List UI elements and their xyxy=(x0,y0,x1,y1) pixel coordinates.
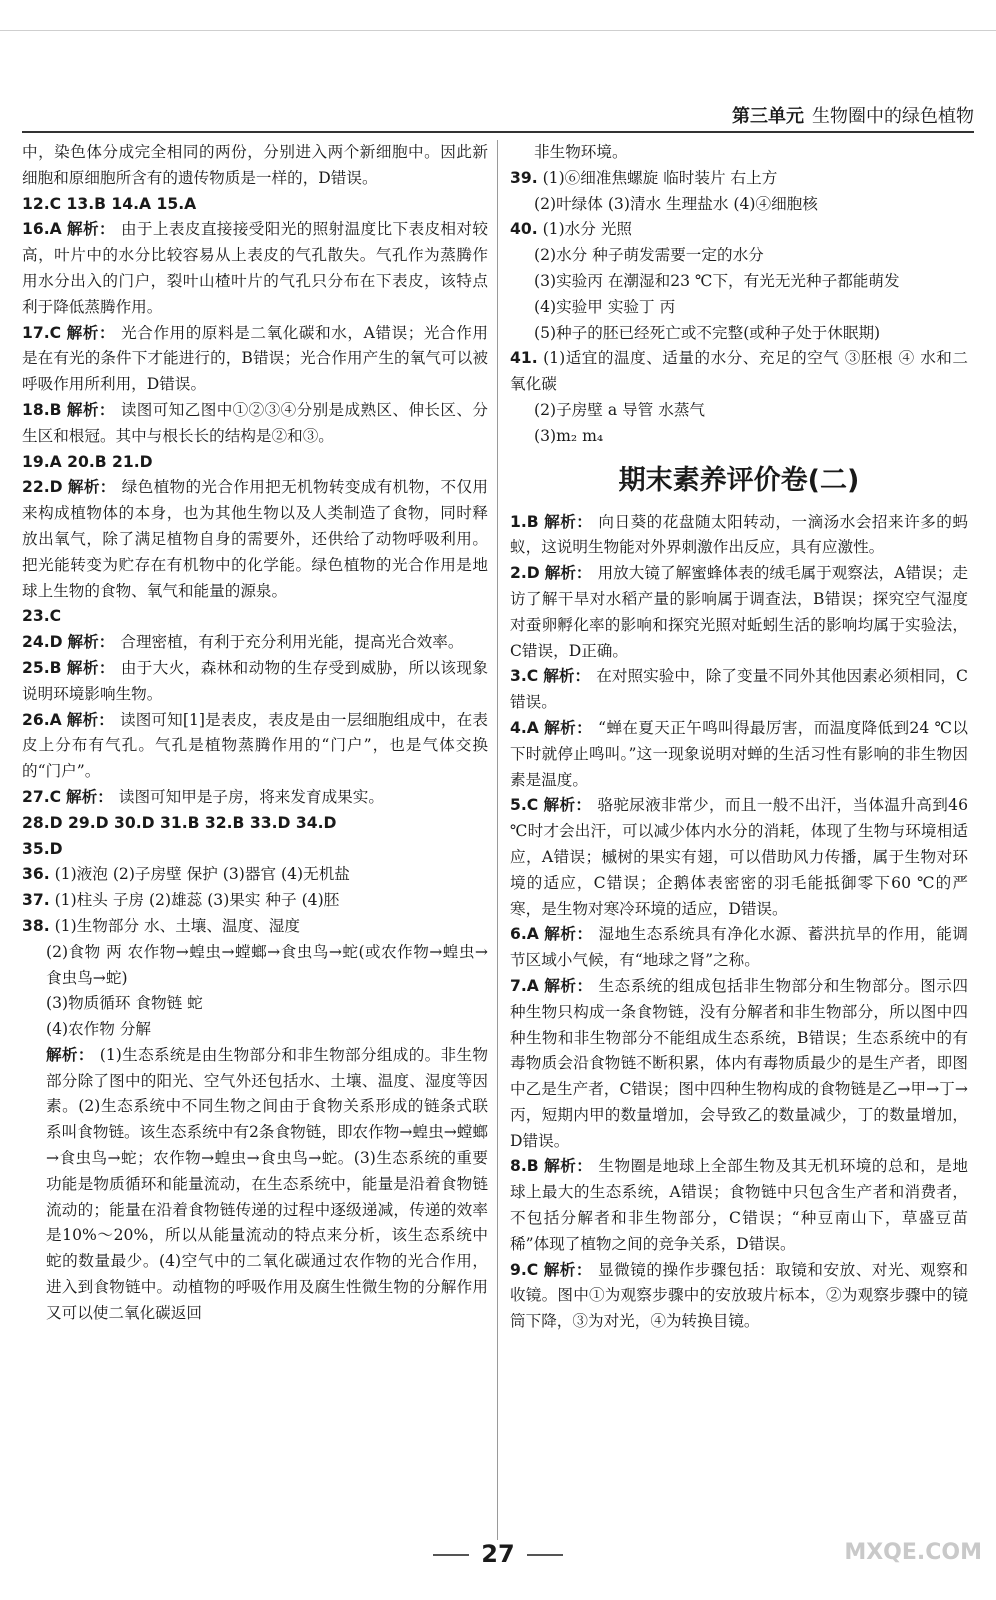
analysis-label: 解析： xyxy=(544,564,592,583)
answer-item xyxy=(510,398,968,424)
analysis-label: 解析： xyxy=(67,478,116,497)
question-number: 41. xyxy=(510,349,538,368)
answer-item xyxy=(510,321,968,347)
answer-item xyxy=(22,140,488,192)
watermark-text: MXQE.COM xyxy=(844,1540,982,1565)
analysis-label: 解析： xyxy=(544,718,593,737)
answer-item xyxy=(22,1017,488,1043)
answer-text: (5)种子的胚已经死亡或不完整(或种子处于休眠期) xyxy=(534,323,881,342)
question-number: 39. xyxy=(510,168,538,187)
question-number: 4.A xyxy=(510,718,539,737)
answer-item xyxy=(22,837,488,863)
top-rule xyxy=(0,30,996,31)
question-number: 26.A xyxy=(22,710,62,729)
question-number: 7.A xyxy=(510,976,539,995)
answer-text: (3)m₂ m₄ xyxy=(534,426,604,445)
answer-text: 湿地生态系统具有净化水源、蓄洪抗旱的作用，能调节区域小气候，有“地球之肾”之称。 xyxy=(510,925,968,970)
answer-item xyxy=(22,862,488,888)
answer-text: “蝉在夏天正午鸣叫得最厉害，而温度降低到24 ℃以下时就停止鸣叫。”这一现象说明对蝉的生活习性有影响的非生物因素是温度。 xyxy=(510,718,968,789)
answer-text: 读图可知[1]是表皮，表皮是由一层细胞组成中，在表皮上分布有气孔。气孔是植物蒸腾作用的“门户”，也是气体交换的“门户”。 xyxy=(22,710,488,781)
unit-title: 生物圈中的绿色植物 xyxy=(812,106,974,127)
answer-text: 中，染色体分成完全相同的两份，分别进入两个新细胞中。因此新细胞和原细胞所含有的遗传物质是一样的，D错误。 xyxy=(22,143,488,187)
footer-dash-right xyxy=(527,1554,563,1556)
answer-item xyxy=(22,888,488,914)
analysis-label: 解析： xyxy=(543,1260,593,1279)
analysis-label: 解析： xyxy=(544,976,593,995)
analysis-label: 解析： xyxy=(66,400,115,419)
answer-item xyxy=(510,192,968,218)
answer-text: (2)叶绿体 (3)清水 生理盐水 (4)④细胞核 xyxy=(534,194,818,213)
answer-item xyxy=(22,604,488,630)
question-number: 17.C xyxy=(22,323,62,342)
answer-text: 在对照实验中，除了变量不同外其他因素必须相同，C错误。 xyxy=(510,667,968,712)
answer-text: 读图可知甲是子房，将来发育成果实。 xyxy=(118,787,384,806)
answer-text: (1)⑥细准焦螺旋 临时装片 右上方 xyxy=(542,168,778,187)
answer-text: (4)实验甲 实验丁 丙 xyxy=(534,297,676,316)
answer-item xyxy=(510,1258,968,1335)
answer-item xyxy=(22,708,488,785)
question-number: 9.C xyxy=(510,1260,539,1279)
answer-text: 光合作用的原料是二氧化碳和水，A错误；光合作用是在有光的条件下才能进行的，B错误；光合作用产生的氧气可以被呼吸作用所利用，D错误。 xyxy=(22,323,488,394)
answer-text: 用放大镜了解蜜蜂体表的绒毛属于观察法，A错误；走访了解干旱对水稻产量的影响属于调查法，B错误；探究空气湿度对蚕卵孵化率的影响和探究光照对蚯蚓生活的影响均属于实验法，C错误，D正确。 xyxy=(510,564,968,660)
answer-item xyxy=(22,940,488,992)
answer-text: 非生物环境。 xyxy=(534,143,628,161)
question-number: 16.A xyxy=(22,220,62,239)
answer-text: (3)实验丙 在潮湿和23 ℃下，有光无光种子都能萌发 xyxy=(534,271,900,290)
question-number: 28.D 29.D 30.D 31.B 32.B 33.D 34.D xyxy=(22,813,337,832)
analysis-label: 解析： xyxy=(67,220,115,239)
answer-item xyxy=(22,991,488,1017)
answer-item xyxy=(22,450,488,476)
question-number: 2.D xyxy=(510,564,540,583)
answer-text: (2)子房壁 a 导管 水蒸气 xyxy=(534,400,706,419)
question-number: 19.A 20.B 21.D xyxy=(22,452,153,471)
answer-item xyxy=(510,922,968,974)
answer-text: 由于大火，森林和动物的生存受到威胁，所以该现象说明环境影响生物。 xyxy=(22,658,488,703)
answer-text: 合理密植，有利于充分利用光能，提高光合效率。 xyxy=(120,633,464,652)
answer-item xyxy=(510,295,968,321)
answer-text: (2)水分 种子萌发需要一定的水分 xyxy=(534,246,764,265)
analysis-label: 解析： xyxy=(66,787,113,806)
question-number: 24.D xyxy=(22,633,63,652)
question-number: 25.B xyxy=(22,658,62,677)
answer-text: 生物圈是地球上全部生物及其无机环境的总和，是地球上最大的生态系统，A错误；食物链中只包含生产者和消费者，不包括分解者和非生物部分，C错误；“种豆南山下，草盛豆苗稀”体现了植物之间的竞争关系，D错误。 xyxy=(510,1157,968,1253)
answer-text: (1)生物部分 水、土壤、温度、湿度 xyxy=(54,916,300,935)
running-header xyxy=(732,102,974,128)
answer-item xyxy=(510,716,968,793)
analysis-label: 解析： xyxy=(46,1045,94,1064)
answer-item xyxy=(22,914,488,940)
question-number: 37. xyxy=(22,891,50,910)
answer-item xyxy=(22,217,488,320)
answer-item xyxy=(22,630,488,656)
answer-item xyxy=(510,346,968,398)
answer-item xyxy=(22,785,488,811)
answer-item xyxy=(510,664,968,716)
answer-item xyxy=(22,811,488,837)
analysis-label: 解析： xyxy=(67,633,115,652)
unit-label: 第三单元 xyxy=(732,106,804,127)
answer-item xyxy=(22,398,488,450)
question-number: 36. xyxy=(22,865,50,884)
question-number: 22.D xyxy=(22,478,63,497)
analysis-label: 解析： xyxy=(544,1157,593,1176)
answer-text: (1)液泡 (2)子房壁 保护 (3)器官 (4)无机盐 xyxy=(54,865,350,884)
answer-text: 由于上表皮直接接受阳光的照射温度比下表皮相对较高，叶片中的水分比较容易从上表皮的气孔散失。气孔作为蒸腾作用水分出入的门户，裂叶山楂叶片的气孔只分布在下表皮，该特点利于降低蒸腾作用。 xyxy=(22,220,488,316)
footer-dash-left xyxy=(433,1554,469,1556)
question-number: 38. xyxy=(22,916,50,935)
header-rule xyxy=(22,131,974,133)
answer-text: (1)柱头 子房 (2)雄蕊 (3)果实 种子 (4)胚 xyxy=(54,891,340,910)
analysis-label: 解析： xyxy=(544,512,593,531)
answer-item xyxy=(510,974,968,1155)
answer-text: (1)生态系统是由生物部分和非生物部分组成的。非生物部分除了图中的阳光、空气外还包括水、土壤、温度、湿度等因素。(2)生态系统中不同生物之间由于食物关系形成的链条式联系叫食物链。该生态系统中有2条食物链，即农作物→蝗虫→螳螂→食虫鸟→蛇；农作物→蝗虫→食虫鸟→蛇。(3)生态系统的重要功能是物质循环和能量流动，在生态系统中，能量是沿着食物链流动的；能量在沿着食物链传递的过程中逐级递减，传递的效率是10%～20%，所以从能量流动的特点来分析，该生态系统中蛇的数量最少。(4)空气中的二氧化碳通过农作物的光合作用，进入到食物链中。动植物的呼吸作用及腐生性微生物的分解作用又可以使二氧化碳返回 xyxy=(46,1045,488,1322)
question-number: 40. xyxy=(510,220,538,239)
question-number: 27.C xyxy=(22,787,62,806)
analysis-label: 解析： xyxy=(66,323,116,342)
answer-item xyxy=(22,656,488,708)
section-title: 期末素养评价卷(二) xyxy=(618,464,860,496)
answer-item xyxy=(510,243,968,269)
answer-text: (4)农作物 分解 xyxy=(46,1020,152,1039)
answer-item xyxy=(510,793,968,922)
answer-item xyxy=(510,510,968,562)
answer-item xyxy=(510,217,968,243)
question-number: 3.C xyxy=(510,667,539,686)
answer-item xyxy=(22,475,488,604)
left-column xyxy=(22,140,488,1327)
question-number: 5.C xyxy=(510,796,539,815)
analysis-label: 解析： xyxy=(543,667,591,686)
answer-item xyxy=(510,561,968,664)
right-column xyxy=(510,140,968,1335)
answer-text: 绿色植物的光合作用把无机物转变成有机物，不仅用来构成植物体的本身，也为其他生物以及人类制造了食物，同时释放出氧气，除了满足植物自身的需要外，还供给了动物呼吸利用。把光能转变为贮存在有机物中的化学能。绿色植物的光合作用是地球上生物的食物、氧气和能量的源泉。 xyxy=(22,478,488,600)
question-number: 18.B xyxy=(22,400,62,419)
analysis-label: 解析： xyxy=(66,658,115,677)
answer-item xyxy=(510,166,968,192)
answer-text: (1)适宜的温度、适量的水分、充足的空气 ③胚根 ④ 水和二氧化碳 xyxy=(510,349,968,394)
question-number: 6.A xyxy=(510,925,539,944)
answer-item xyxy=(510,1154,968,1257)
answer-text: (2)食物 两 农作物→蝗虫→螳螂→食虫鸟→蛇(或农作物→蝗虫→食虫鸟→蛇) xyxy=(46,942,488,987)
analysis-label: 解析： xyxy=(544,925,593,944)
answer-text: 读图可知乙图中①②③④分别是成熟区、伸长区、分生区和根冠。其中与根长长的结构是②和③。 xyxy=(22,400,488,445)
page-number: 27 xyxy=(481,1540,515,1568)
question-number: 23.C xyxy=(22,607,62,626)
answer-item xyxy=(510,269,968,295)
answer-item xyxy=(510,424,968,450)
exam-answers xyxy=(510,510,968,1336)
answer-item xyxy=(22,321,488,398)
question-number: 35.D xyxy=(22,839,63,858)
answer-text: 生态系统的组成包括非生物部分和生物部分。图示四种生物只构成一条食物链，没有分解者和非生物部分，所以图中四种生物和非生物部分不能组成生态系统，B错误；生态系统中的有毒物质会沿食物链不断积累，体内有毒物质最少的是生产者，即图中乙是生产者，C错误；图中四种生物构成的食物链是乙→甲→丁→丙，短期内甲的数量增加，会导致乙的数量减少，丁的数量增加，D错误。 xyxy=(510,976,968,1150)
answer-item xyxy=(510,140,968,166)
answer-text: (1)水分 光照 xyxy=(542,220,633,239)
answer-text: 向日葵的花盘随太阳转动，一滴汤水会招来许多的蚂蚁，这说明生物能对外界刺激作出反应，具有应激性。 xyxy=(510,512,968,557)
answer-item xyxy=(22,1043,488,1327)
question-number: 12.C 13.B 14.A 15.A xyxy=(22,194,197,213)
answer-text: (3)物质循环 食物链 蛇 xyxy=(46,994,203,1013)
answer-item xyxy=(22,192,488,218)
answers-continued xyxy=(510,140,968,450)
answer-text: 骆驼尿液非常少，而且一般不出汗，当体温升高到46 ℃时才会出汗，可以减少体内水分的消耗，体现了生物与环境相适应，A错误；槭树的果实有翅，可以借助风力传播，属于生物对环境的适应，C错误；企鹅体表密密的羽毛能抵御零下60 ℃的严寒，是生物对寒冷环境的适应，D错误。 xyxy=(510,796,968,918)
column-divider xyxy=(497,140,498,1540)
question-number: 8.B xyxy=(510,1157,539,1176)
question-number: 1.B xyxy=(510,512,539,531)
answer-text: 显微镜的操作步骤包括：取镜和安放、对光、观察和收镜。图中①为观察步骤中的安放玻片标本，②为观察步骤中的镜筒下降，③为对光，④为转换目镜。 xyxy=(510,1260,968,1331)
analysis-label: 解析： xyxy=(66,710,114,729)
analysis-label: 解析： xyxy=(543,796,592,815)
